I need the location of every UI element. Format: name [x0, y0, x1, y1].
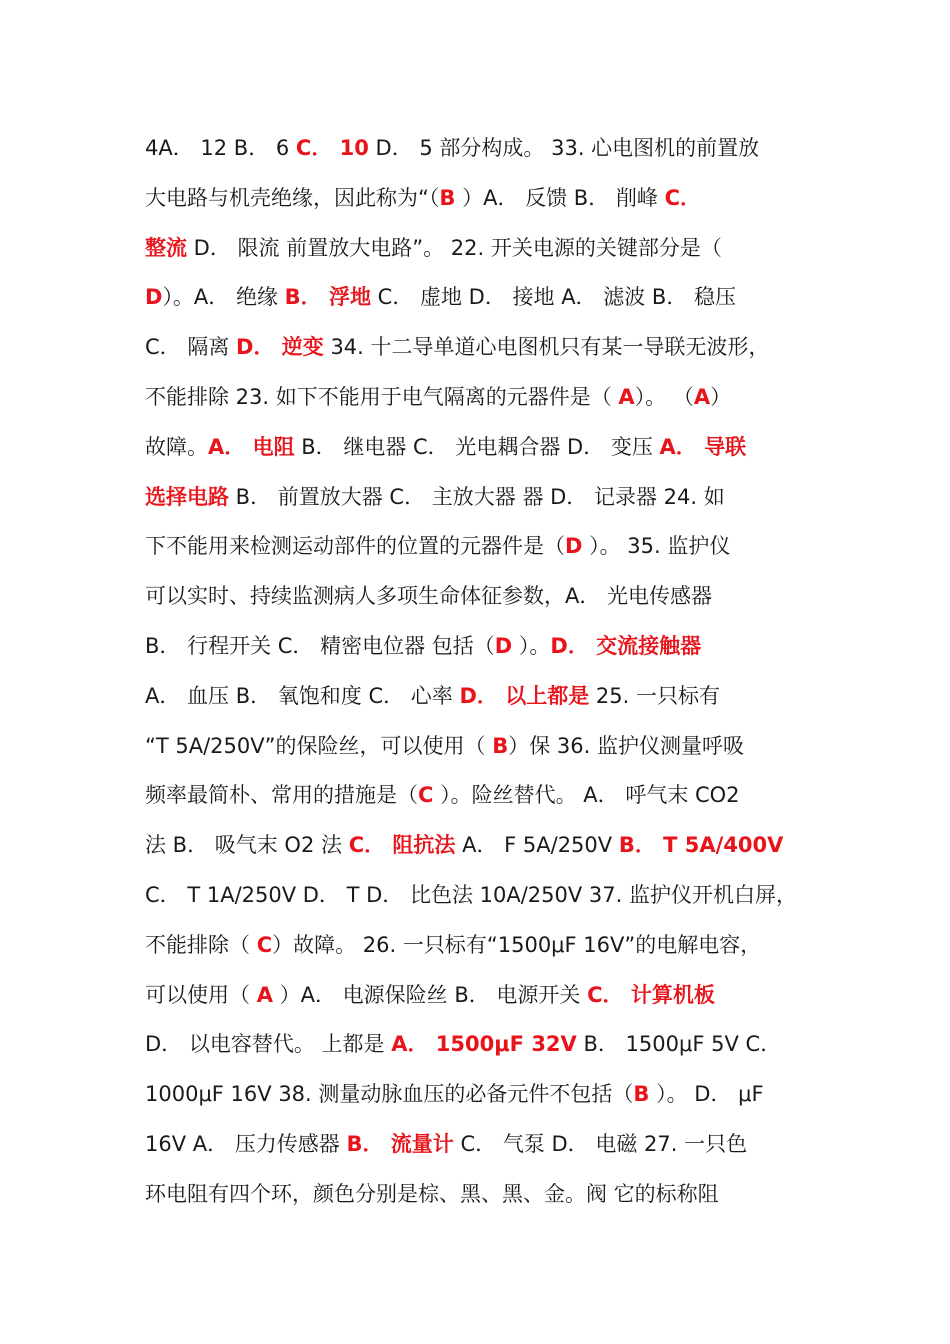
question-text: 不能排除（	[145, 932, 257, 957]
text-line	[145, 273, 810, 323]
text-line	[145, 1070, 810, 1120]
answer-text: D	[494, 633, 513, 658]
text-line	[145, 473, 810, 523]
question-text: ）。A． 绝缘	[162, 285, 285, 310]
text-line	[145, 971, 810, 1021]
question-text: B． 继电器 C． 光电耦合器 D． 变压	[294, 434, 660, 459]
question-text: D． 5 部分构成。 33. 心电图机的前置放	[368, 136, 760, 160]
text-line	[145, 1120, 810, 1170]
text-line	[145, 821, 810, 871]
answer-text: B． 浮地	[284, 285, 371, 310]
text-line	[145, 572, 810, 622]
answer-text: C．	[664, 185, 701, 210]
answer-text: 选择电路	[145, 484, 229, 509]
question-text: ）。 （	[634, 384, 694, 409]
question-text: 25. 一只标有	[589, 683, 720, 708]
question-text: 不能排除 23. 如下不能用于电气隔离的元器件是（	[145, 384, 619, 409]
question-text: C． 虚地 D． 接地 A． 滤波 B． 稳压	[370, 285, 736, 310]
question-text: ）。 35. 监护仪	[582, 534, 731, 559]
question-text: C． T 1A/250V D． T D． 比色法 10A/250V 37. 监护仪开机白屏，	[145, 882, 797, 907]
question-text: “T 5A/250V”的保险丝，可以使用（	[145, 733, 493, 758]
question-text: 可以实时、持续监测病人多项生命体征参数，A． 光电传感器	[145, 584, 713, 609]
text-line	[145, 1020, 810, 1070]
answer-text: C． 计算机板	[587, 982, 715, 1007]
question-text: D． 以电容替代。 上都是	[145, 1032, 392, 1057]
text-line	[145, 522, 810, 572]
answer-text: A． 1500μF 32V	[391, 1032, 577, 1057]
answer-text: B	[633, 1082, 650, 1107]
answer-text: C． 阻抗法	[348, 833, 456, 858]
answer-text: B． 流量计	[346, 1131, 454, 1156]
question-text: 1000μF 16V 38. 测量动脉血压的必备元件不包括（	[145, 1082, 634, 1107]
question-text: C． 隔离	[145, 335, 237, 360]
question-text: ）。	[512, 633, 551, 658]
question-text: B． 1500μF 5V C．	[576, 1032, 782, 1057]
body-text	[145, 124, 810, 1220]
question-text: 4A． 12 B． 6	[145, 136, 296, 160]
question-text: ）A． 反馈 B． 削峰	[455, 185, 665, 210]
question-text: ）保 36. 监护仪测量呼吸	[508, 733, 744, 758]
question-text: A． F 5A/250V	[455, 833, 619, 858]
text-line	[145, 921, 810, 971]
question-text: 34. 十二导单道心电图机只有某一导联无波形，	[323, 335, 770, 360]
text-line	[145, 124, 810, 174]
answer-text: B． T 5A/400V	[618, 833, 784, 858]
text-line	[145, 871, 810, 921]
question-text: 法 B． 吸气末 O2 法	[145, 833, 349, 858]
text-line	[145, 771, 810, 821]
answer-text: B	[492, 733, 509, 758]
question-text: ）。险丝替代。 A． 呼气末 CO2	[433, 783, 740, 808]
question-text: ）故障。 26. 一只标有“1500μF 16V”的电解电容，	[272, 932, 762, 957]
text-line	[145, 224, 810, 274]
question-text: 大电路与机壳绝缘，因此称为“（	[145, 185, 440, 210]
question-text: 频率最简朴、常用的措施是（	[145, 783, 418, 808]
text-line	[145, 672, 810, 722]
question-text: B． 行程开关 C． 精密电位器 包括（	[145, 633, 495, 658]
answer-text: D． 逆变	[236, 335, 324, 360]
answer-text: B	[439, 185, 456, 210]
answer-text: D	[145, 285, 163, 310]
answer-text: A	[618, 384, 635, 409]
question-text: 下不能用来检测运动部件的位置的元器件是（	[145, 534, 565, 559]
question-text: B． 前置放大器 C． 主放大器 器 D． 记录器 24. 如	[229, 484, 725, 509]
answer-text: D	[565, 534, 583, 559]
answer-text: C	[256, 932, 273, 957]
answer-text: D． 以上都是	[459, 683, 590, 708]
answer-text: D． 交流接触器	[550, 633, 702, 658]
question-text: 环电阻有四个环，颜色分别是棕、黑、黑、金。阀 它的标称阻	[145, 1181, 719, 1206]
answer-text: C	[418, 783, 434, 808]
question-text: D． 限流 前置放大电路”。 22. 开关电源的关键部分是（	[187, 235, 722, 260]
question-text: ）A． 电源保险丝 B． 电源开关	[272, 982, 588, 1007]
question-text: ）	[710, 384, 732, 409]
answer-text: 整流	[145, 235, 187, 260]
answer-text: C． 10	[295, 136, 369, 160]
text-line	[145, 622, 810, 672]
answer-text: A． 导联	[659, 434, 747, 459]
text-line	[145, 174, 810, 224]
answer-text: A	[693, 384, 711, 409]
question-text: 可以使用（	[145, 982, 257, 1007]
text-line	[145, 722, 810, 772]
question-text: C． 气泵 D． 电磁 27. 一只色	[453, 1131, 748, 1156]
answer-text: A． 电阻	[208, 434, 295, 459]
text-line	[145, 423, 810, 473]
question-text: ）。 D． μF	[649, 1082, 764, 1107]
text-line	[145, 1170, 810, 1220]
text-line	[145, 373, 810, 423]
text-line	[145, 323, 810, 373]
question-text: A． 血压 B． 氧饱和度 C． 心率	[145, 683, 460, 708]
question-text: 16V A． 压力传感器	[145, 1131, 347, 1156]
question-text: 故障。	[145, 434, 208, 459]
answer-text: A	[256, 982, 273, 1007]
